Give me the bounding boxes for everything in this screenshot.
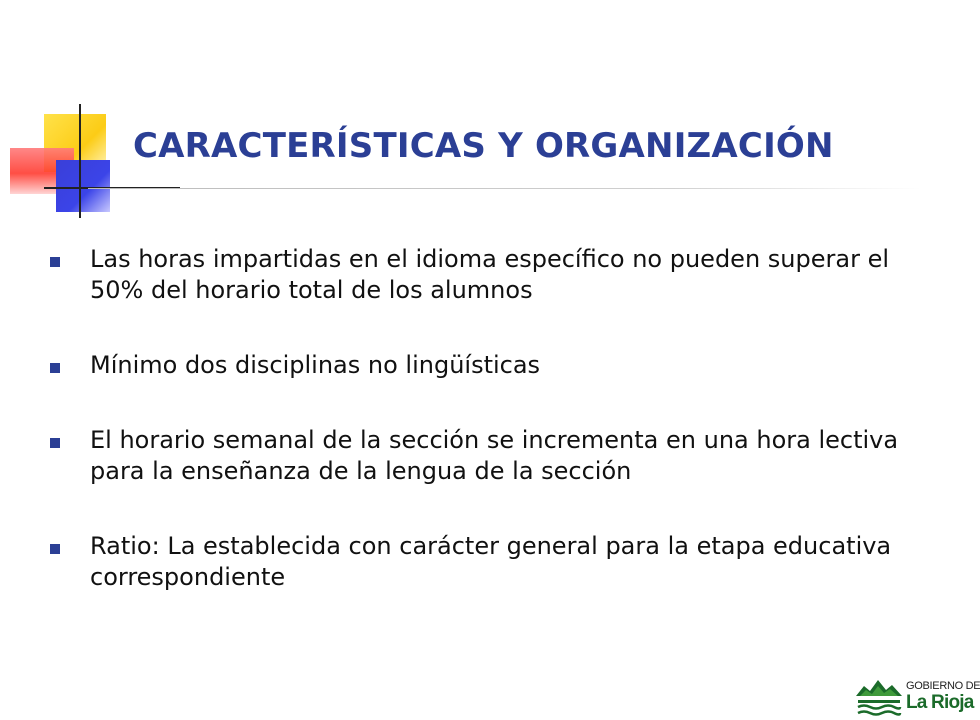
gobierno-la-rioja-logo (854, 676, 980, 718)
bullet-text: El horario semanal de la sección se incrementa en una hora lectiva para la enseñanza de la lengua de la sección (90, 426, 899, 485)
bullet-item (50, 531, 910, 593)
bullet-text: Las horas impartidas en el idioma específico no pueden superar el 50% del horario total de los alumnos (90, 245, 890, 304)
title-underline (88, 188, 922, 189)
square-bullet-icon (50, 544, 60, 554)
logo-text-line2: La Rioja (906, 692, 974, 713)
bullet-item (50, 350, 910, 381)
logo-mark-icon (854, 676, 904, 718)
bullet-text: Mínimo dos disciplinas no lingüísticas (90, 351, 541, 379)
square-bullet-icon (50, 438, 60, 448)
slide-title: CARACTERÍSTICAS Y ORGANIZACIÓN (133, 126, 834, 166)
bullet-text: Ratio: La establecida con carácter general para la etapa educativa correspondiente (90, 532, 892, 591)
square-bullet-icon (50, 363, 60, 373)
square-bullet-icon (50, 257, 60, 267)
corner-decoration (0, 0, 200, 220)
bullet-item (50, 425, 910, 487)
bullet-item (50, 244, 910, 306)
vertical-line-decoration (79, 104, 81, 218)
bullet-list (50, 244, 910, 637)
blue-square-decoration (56, 160, 110, 212)
logo-text-line1: GOBIERNO DE (906, 680, 980, 692)
